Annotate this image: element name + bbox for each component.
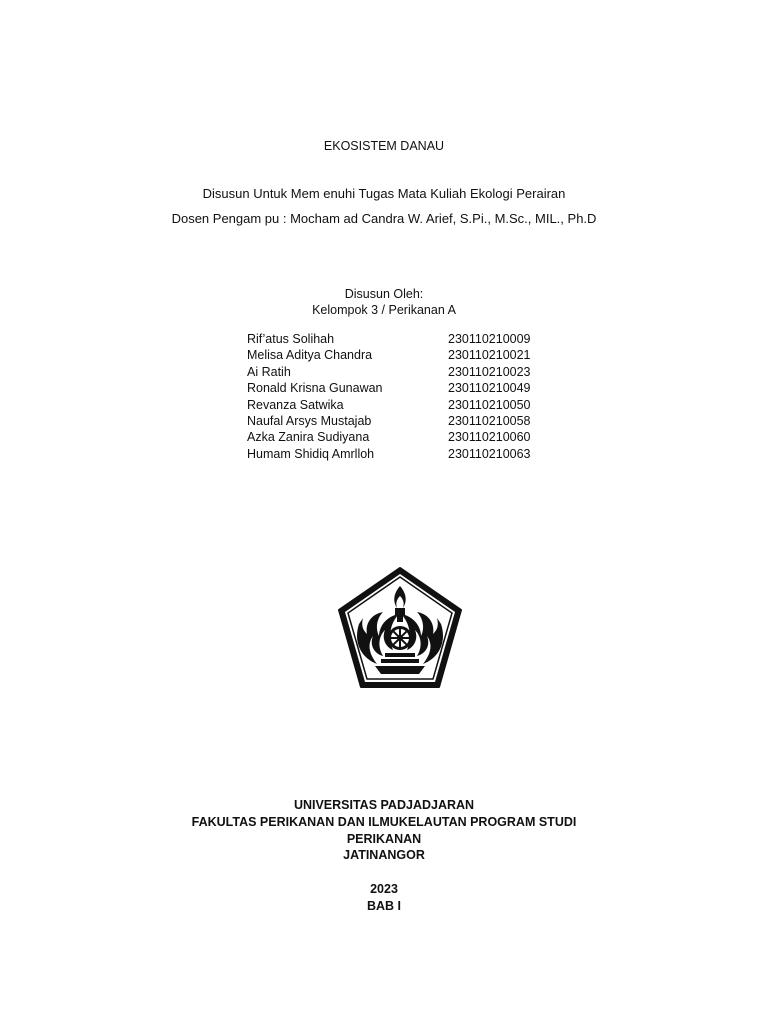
program-line: PERIKANAN — [346, 831, 422, 846]
member-row — [247, 380, 547, 396]
member-name: Humam Shidiq Amrlloh — [247, 446, 375, 461]
member-row — [247, 397, 547, 413]
member-id: 230110210009 — [448, 332, 531, 346]
member-name: Rif’atus Solihah — [247, 332, 335, 346]
chapter-line: BAB I — [366, 898, 402, 913]
member-row — [247, 347, 547, 363]
member-name: Ronald Krisna Gunawan — [247, 381, 383, 396]
member-id: 230110210021 — [448, 348, 531, 363]
spacer — [0, 864, 768, 881]
member-row — [247, 364, 547, 380]
member-id: 230110210049 — [448, 381, 531, 396]
year-line: 2023 — [370, 881, 398, 896]
group-label: Kelompok 3 / Perikanan A — [312, 303, 456, 317]
city-line: JATINANGOR — [343, 848, 425, 863]
member-name: Melisa Aditya Chandra — [247, 348, 373, 363]
member-row — [247, 413, 547, 429]
university-emblem-icon — [335, 566, 465, 690]
member-name: Azka Zanira Sudiyana — [247, 430, 370, 445]
member-name: Naufal Arsys Mustajab — [247, 413, 372, 428]
lecturer-line: Dosen Pengam pu : Mocham ad Candra W. Arief, S.Pi., M.Sc., MIL., Ph.D — [171, 211, 597, 226]
document-title: EKOSISTEM DANAU — [323, 139, 445, 153]
member-id: 230110210050 — [448, 397, 531, 412]
member-id: 230110210058 — [448, 413, 531, 428]
university-name: UNIVERSITAS PADJADJARAN — [293, 798, 475, 812]
member-list — [247, 331, 547, 462]
member-name: Revanza Satwika — [247, 397, 344, 412]
member-id: 230110210060 — [448, 430, 531, 445]
member-id: 230110210063 — [448, 446, 531, 461]
compiled-by-label: Disusun Oleh: — [344, 287, 424, 301]
member-row — [247, 331, 547, 347]
member-row — [247, 429, 547, 445]
faculty-line: FAKULTAS PERIKANAN DAN ILMUKELAUTAN PROGRAM STUDI — [191, 814, 577, 829]
member-id: 230110210023 — [448, 364, 531, 379]
footer-block — [0, 797, 768, 915]
member-name: Ai Ratih — [247, 364, 291, 379]
member-row — [247, 446, 547, 462]
course-purpose: Disusun Untuk Mem enuhi Tugas Mata Kuliah Ekologi Perairan — [202, 186, 566, 201]
